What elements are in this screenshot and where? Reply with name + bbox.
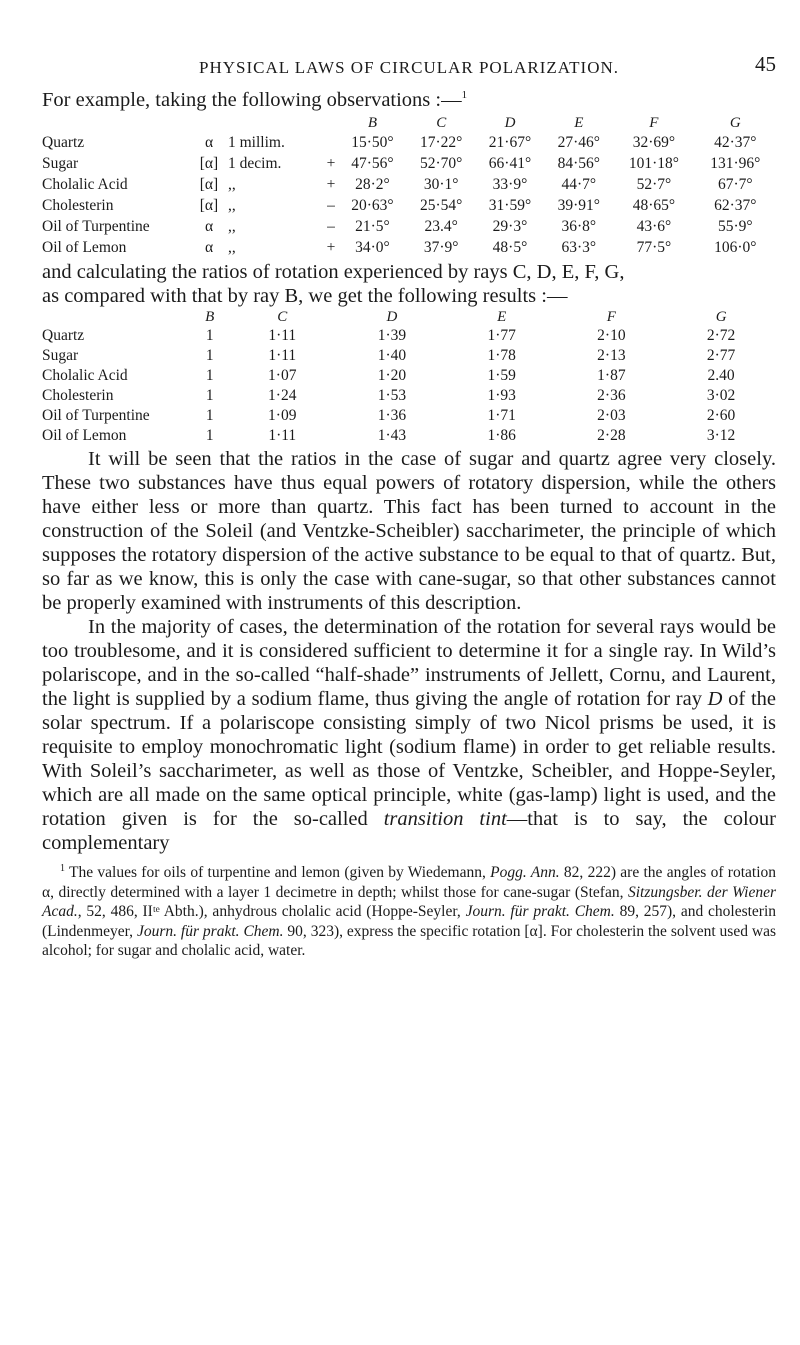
substance-name: Oil of Turpentine [42, 407, 150, 424]
intro-text [42, 88, 776, 112]
ratio-value: 1·43 [377, 427, 407, 444]
ratio-value: 1·59 [487, 367, 516, 384]
citation-journ-prakt-chem-2: Journ. für prakt. Chem. [136, 922, 284, 940]
footnote-text-d: 89, 257), and cholesterin (Lindenmeyer, [42, 903, 777, 940]
substance-name: Cholalic Acid [42, 367, 128, 384]
substance-name: Cholesterin [42, 387, 114, 404]
rotation-value: 67·7° [717, 175, 753, 193]
paragraph-single-ray-start: In the majority of cases, the determination of the rotation for several rays would be too troublesome, and it is considered sufficient to determine it for a single ray. In Wild’s polariscope, and in the so-called “half-shade” instruments of Jellett, Cornu, and Laurent, the light is supplied by a sodium flame, thus giving the angle of rotation for ray [42, 616, 776, 710]
ratio-header-D: D [386, 309, 398, 325]
substance-name: Oil of Lemon [42, 427, 127, 444]
ratios-header-blank [42, 309, 192, 326]
substance-name: Sugar [42, 347, 79, 364]
rotation-value: 17·22° [420, 133, 463, 151]
paragraph-single-ray [42, 615, 776, 855]
ratio-value: 1·78 [487, 347, 516, 364]
ratios-body [42, 326, 776, 446]
rotation-value: 37·9° [423, 238, 459, 256]
book-page [42, 44, 776, 961]
ratio-value: 1 [205, 407, 214, 424]
ratio-row [42, 386, 776, 406]
layer-length: ,, [228, 196, 236, 214]
ratio-value: 2.40 [707, 367, 735, 384]
ratio-row [42, 346, 776, 366]
ratio-value: 2·10 [597, 327, 626, 344]
rotation-value: 33·9° [492, 175, 528, 193]
observations-body [42, 132, 776, 258]
rotation-value: 21·67° [488, 133, 532, 151]
footnote-1 [42, 863, 776, 961]
substance-name: Quartz [42, 133, 85, 151]
paragraph-single-ray-mid: of the solar spectrum. If a polariscope consisting simply of two Nicol prisms be used, it is requisite to employ monochromatic light (sodium flame) in order to get reliable results. With Soleil’s saccharimeter, as well as those of Ventzke, Scheibler, and Hoppe-Seyler, which are all made on the same optical principle, white (gas-lamp) light is used, and the rotation given is for the so-called [42, 688, 777, 830]
column-header-D: D [504, 114, 516, 131]
observations-header-blank [228, 114, 324, 132]
rotation-symbol: α [204, 133, 214, 151]
rotation-symbol: [α] [199, 154, 219, 172]
rotation-value: 42·37° [714, 133, 757, 151]
observation-row [42, 153, 776, 174]
rotation-value: 39·91° [557, 196, 600, 214]
rotation-sign: + [326, 238, 336, 256]
transition-tint-term: transition tint [383, 808, 507, 830]
ratio-value: 1·87 [597, 367, 626, 384]
ratio-value: 1·77 [487, 327, 516, 344]
rotation-value: 34·0° [355, 238, 390, 256]
observations-header-blank [190, 114, 228, 132]
rotation-value: 63·3° [561, 238, 597, 256]
ratio-value: 1·86 [487, 427, 516, 444]
rotation-value: 27·46° [557, 133, 600, 151]
column-header-E: E [574, 114, 584, 131]
calculation-text [42, 260, 776, 308]
ratio-value: 1·11 [268, 427, 297, 444]
ratio-value: 1 [205, 387, 214, 404]
column-header-B: B [367, 114, 377, 131]
ratio-value: 1·20 [377, 367, 407, 384]
rotation-value: 29·3° [492, 217, 528, 235]
citation-sitzungsber: Sitzungsber. der Wiener Acad. [42, 883, 776, 920]
rotation-value: 25·54° [420, 196, 463, 214]
ratio-header-F: F [606, 309, 616, 325]
rotation-value: 55·9° [717, 217, 753, 235]
rotation-value: 43·6° [636, 217, 672, 235]
rotation-value: 84·56° [557, 154, 600, 172]
ratio-value: 3·02 [706, 387, 736, 404]
ratio-value: 2·77 [706, 347, 736, 364]
observation-row [42, 195, 776, 216]
ratio-value: 1 [205, 367, 214, 384]
ratio-value: 3·12 [706, 427, 736, 444]
substance-name: Oil of Turpentine [42, 217, 150, 235]
ratio-value: 1·93 [487, 387, 516, 404]
rotation-symbol: α [204, 217, 214, 235]
ratio-value: 1·36 [377, 407, 407, 424]
rotation-value: 36·8° [561, 217, 597, 235]
ratio-value: 2·13 [597, 347, 626, 364]
ratio-header-B: B [205, 309, 215, 325]
rotation-value: 77·5° [636, 238, 672, 256]
rotation-value: 23.4° [424, 217, 458, 235]
footnotes [42, 863, 776, 961]
rotation-value: 20·63° [351, 196, 394, 214]
ratio-row [42, 366, 776, 386]
rotation-value: 15·50° [351, 133, 394, 151]
running-head: PHYSICAL LAWS OF CIRCULAR POLARIZATION. [199, 58, 619, 77]
ratio-value: 1·07 [268, 367, 297, 384]
ratio-value: 1·11 [268, 347, 297, 364]
ratio-value: 1·53 [377, 387, 407, 404]
ratio-value: 2·60 [706, 407, 736, 424]
ratio-value: 1 [205, 327, 214, 344]
ratio-row [42, 406, 776, 426]
substance-name: Cholalic Acid [42, 175, 128, 193]
substance-name: Quartz [42, 327, 85, 344]
ratios-table [42, 309, 776, 446]
ratio-value: 1·11 [268, 327, 297, 344]
substance-name: Cholesterin [42, 196, 114, 214]
rotation-sign: + [326, 175, 336, 193]
ratio-value: 1·40 [377, 347, 407, 364]
rotation-value: 52·70° [420, 154, 463, 172]
citation-journ-prakt-chem-1: Journ. für prakt. Chem. [465, 903, 615, 920]
observation-row [42, 132, 776, 153]
footnote-ref: 1 [461, 89, 468, 102]
rotation-value: 62·37° [714, 196, 757, 214]
ratio-header-C: C [277, 309, 288, 325]
observations-header-blank [42, 114, 190, 132]
layer-length: 1 millim. [228, 133, 285, 151]
ratio-row [42, 426, 776, 446]
observation-row [42, 216, 776, 237]
rotation-symbol: [α] [199, 175, 219, 193]
calculation-line-2: as compared with that by ray B, we get the following results :— [42, 285, 568, 307]
footnote-text-a: The values for oils of turpentine and lemon (given by Wiedemann, [65, 864, 491, 881]
observations-header-row [42, 114, 776, 132]
page-header [42, 44, 776, 78]
ratio-value: 1·71 [487, 407, 516, 424]
rotation-value: 101·18° [628, 154, 679, 172]
ratio-value: 2·03 [597, 407, 626, 424]
calculation-line-1: and calculating the ratios of rotation experienced by rays C, D, E, F, G, [42, 261, 625, 283]
ratio-header-E: E [497, 309, 507, 325]
ratio-value: 2·28 [597, 427, 626, 444]
layer-length: ,, [228, 175, 236, 193]
rotation-value: 21·5° [355, 217, 390, 235]
rotation-value: 32·69° [632, 133, 676, 151]
rotation-sign: – [327, 196, 335, 214]
layer-length: ,, [228, 238, 236, 256]
observation-row [42, 237, 776, 258]
ratio-value: 2·36 [597, 387, 626, 404]
rotation-value: 52·7° [636, 175, 672, 193]
ratio-value: 1·24 [268, 387, 297, 404]
ratios-header-row [42, 309, 776, 326]
ratio-value: 1·09 [268, 407, 297, 424]
rotation-value: 48·5° [492, 238, 528, 256]
ratio-header-G: G [715, 309, 727, 325]
rotation-sign [324, 132, 338, 153]
substance-name: Oil of Lemon [42, 238, 127, 256]
rotation-symbol: α [204, 238, 214, 256]
footnote-text-c: , 52, 486, IIᵗᵉ Abth.), anhydrous cholalic acid (Hoppe-Seyler, [77, 903, 466, 920]
ratio-value: 1 [205, 427, 214, 444]
rotation-value: 48·65° [632, 196, 676, 214]
footnote-text-e: 90, 323), express the specific rotation [α]. For cholesterin the solvent used was alcohol; for sugar and cholalic acid, water. [42, 922, 776, 959]
rotation-value: 44·7° [561, 175, 597, 193]
substance-name: Sugar [42, 154, 79, 172]
observations-header-blank [324, 114, 338, 132]
layer-length: ,, [228, 217, 236, 235]
footnote-mark: 1 [60, 862, 65, 874]
rotation-sign: – [327, 217, 335, 235]
rotation-symbol: [α] [199, 196, 219, 214]
ratio-value: 2·72 [706, 327, 736, 344]
ratio-row [42, 326, 776, 346]
paragraph-dispersion: It will be seen that the ratios in the case of sugar and quartz agree very closely. These two substances have thus equal powers of rotatory dispersion, while the others have either less or more than quartz. This fact has been turned to account in the construction of the Soleil (and Ventzke-Scheibler) saccharimeter, the principle of which supposes the rotatory dispersion of the active substance to be equal to that of quartz. But, so far as we know, this is only the case with cane-sugar, so that other substances cannot be properly examined with instruments of this description. [42, 448, 776, 614]
paragraph-single-ray-end: —that is to say, the colour complementary [42, 808, 776, 854]
rotation-sign: + [326, 154, 336, 172]
column-header-F: F [649, 114, 659, 131]
column-header-G: G [729, 114, 741, 131]
intro-sentence: For example, taking the following observations :— [42, 89, 462, 111]
rotation-value: 28·2° [355, 175, 390, 193]
layer-length: 1 decim. [228, 154, 282, 172]
footnote-text-b: 82, 222) are the angles of rotation α, directly determined with a layer 1 decimetre in depth; whilst those for cane-sugar (Stefan, [42, 864, 777, 901]
column-header-C: C [436, 114, 447, 131]
ratio-value: 1 [205, 347, 214, 364]
observation-row [42, 174, 776, 195]
citation-pogg-ann: Pogg. Ann. [490, 864, 560, 881]
rotation-value: 106·0° [714, 238, 757, 256]
rotation-value: 131·96° [710, 154, 761, 172]
rotation-value: 66·41° [488, 154, 532, 172]
rotation-value: 30·1° [423, 175, 459, 193]
rotation-value: 31·59° [488, 196, 532, 214]
ratio-value: 1·39 [377, 327, 407, 344]
observations-table [42, 114, 776, 258]
ray-d: D [707, 688, 723, 710]
rotation-value: 47·56° [351, 154, 394, 172]
page-number: 45 [755, 52, 776, 76]
